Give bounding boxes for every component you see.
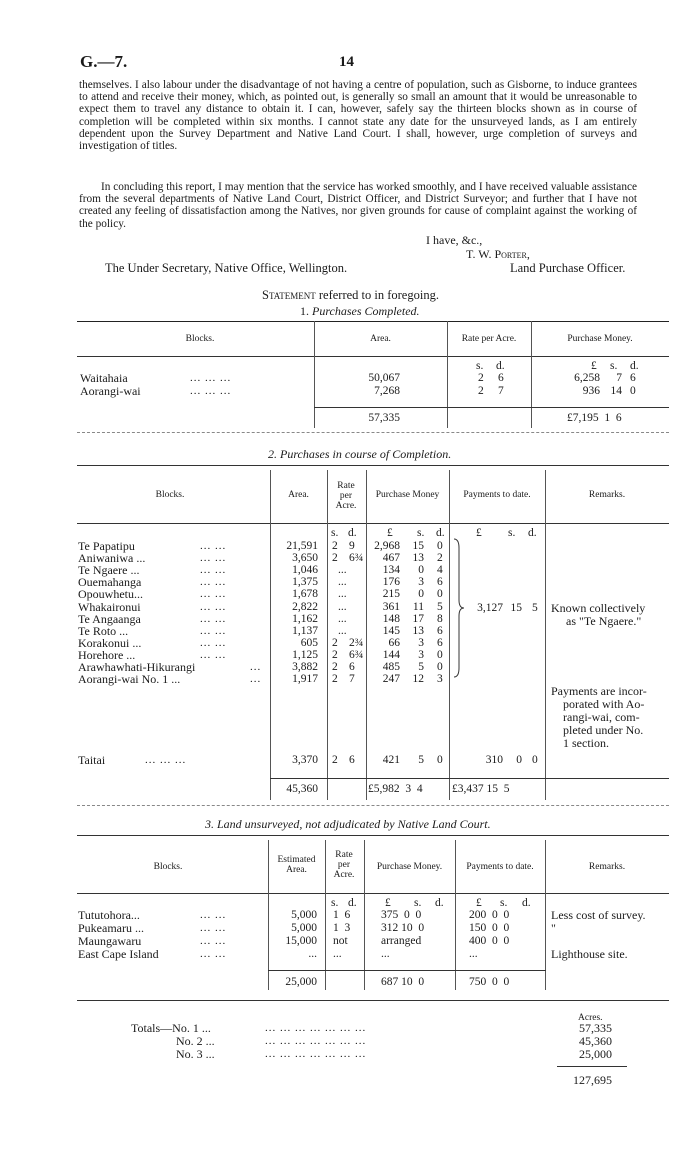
- table2-row-money-s: 3: [418, 648, 424, 661]
- table2-row-money-s: 0: [418, 564, 424, 577]
- table3-row-block: Maungawaru: [78, 934, 142, 948]
- table2-row-area: 3,650: [292, 552, 318, 565]
- table3-header-area: Estimated Area.: [277, 855, 316, 875]
- table2-row-rate: ...: [338, 588, 347, 601]
- table1-title-number: 1.: [300, 304, 309, 318]
- leader-dots: ... ...: [200, 922, 227, 934]
- leader-dots: ... ...: [200, 588, 227, 601]
- totals-row-value: 57,335: [579, 1021, 612, 1035]
- table2-row-money-pound: 361: [382, 600, 400, 613]
- table2-taitai-block: Taitai: [78, 753, 106, 767]
- signoff-addressee: The Under Secretary, Native Office, Wellington.: [105, 261, 348, 275]
- table3-row-area: ...: [308, 948, 317, 960]
- table2-group-payment-d: 5: [532, 602, 538, 614]
- table3-row-money: 375 0 0: [381, 909, 422, 921]
- table1-header-area: Area.: [370, 334, 391, 344]
- table2-header-payments: Payments to date.: [463, 490, 531, 500]
- table1-total-money: £7,195 1 6: [567, 412, 622, 424]
- table2-row-rate-s: 2: [332, 540, 338, 552]
- page-number: 14: [339, 54, 354, 70]
- table1-row-money-s: 14: [610, 385, 622, 397]
- table3-header-remarks: Remarks.: [588, 862, 626, 872]
- table2-taitai-pay-s: 0: [516, 754, 522, 766]
- paragraph-1: themselves. I also labour under the disadvantage of not having a centre of population, such as Gisborne, to induce grantees to attend and receive their money, which, as pointed out, is generally so small an amount that it would be unreasonable to expect them to travel any distance to obtain it. I can, however, safely say the thirteen blocks shown as in course of completion will be completed within six months. I cannot state any date for the unsurveyed lands, as I am entirely dependent upon the Survey Department and Native Land Court. I shall, however, urge completion of surveys and investigation of titles.: [79, 79, 637, 153]
- table2-taitai-rate-d: 6: [349, 754, 355, 766]
- table3-row-area: 15,000: [285, 935, 317, 947]
- totals-grand: 127,695: [573, 1073, 612, 1087]
- table2-row-area: 1,917: [292, 673, 318, 686]
- table1-row-area: 50,067: [368, 372, 400, 384]
- table3-row-money: arranged: [381, 935, 422, 947]
- leader-dots: ... ...: [200, 624, 227, 637]
- table2-row-money-pound: 176: [382, 576, 400, 589]
- table2-total-money: £5,982 3 4: [368, 783, 423, 795]
- table2-row-rate-d: 7: [349, 673, 355, 686]
- table3-header-blocks: Blocks.: [153, 862, 183, 872]
- leader-dots: ... ...: [200, 576, 227, 589]
- table2-row-rate: ...: [338, 624, 347, 637]
- leader-dots: ... ...: [200, 612, 227, 625]
- table3-title: 3. Land unsurveyed, not adjudicated by Native Land Court.: [205, 817, 491, 831]
- table2-unit-s: s.: [331, 527, 339, 539]
- table2-total-payments: £3,437 15 5: [452, 783, 510, 795]
- table2-row-area: 2,822: [292, 600, 318, 613]
- leader-dots: ... ...: [200, 540, 227, 552]
- leader-dots: ... ...: [200, 552, 227, 565]
- table2-row-money-pound: 467: [382, 552, 400, 565]
- table2-row-money-d: 0: [437, 648, 443, 661]
- table3-row-remark: ": [551, 921, 556, 935]
- table2-row-money-pound: 66: [388, 636, 400, 649]
- table2-row-area: 1,375: [292, 576, 318, 589]
- table3-row-block: East Cape Island: [78, 947, 159, 961]
- leader-dots: ... ... ... ... ... ... ...: [265, 1035, 367, 1047]
- table3-row-remark: Lighthouse site.: [551, 947, 628, 961]
- table1-unit-ms: s.: [610, 360, 618, 372]
- table3-unit-pd: d.: [522, 897, 531, 909]
- table2-row-block: Te Ngaere ...: [78, 563, 140, 578]
- table2-row-money-d: 4: [437, 564, 443, 577]
- table2-row-money-s: 12: [412, 673, 424, 686]
- leader-dots: ... ... ... ... ... ... ...: [265, 1048, 367, 1060]
- table2-row-money-d: 0: [437, 588, 443, 601]
- table2-row-block: Horehore ...: [78, 647, 136, 662]
- table3-unit-ps: s.: [500, 897, 508, 909]
- table3-row-rate: ...: [333, 948, 342, 960]
- page-reference: G.—7.: [80, 52, 128, 71]
- table2-row-money-s: 0: [418, 588, 424, 601]
- table1-row-money-d: 6: [630, 372, 636, 384]
- table2-row-money-d: 6: [437, 636, 443, 649]
- statement-rest: referred to in foregoing.: [318, 288, 439, 302]
- table2-remark-aorangi-2: porated with Ao-: [563, 697, 645, 711]
- table2-row-money-d: 0: [437, 540, 443, 552]
- table2-row-money-pound: 485: [382, 661, 400, 673]
- table1-row-block: Aorangi-wai: [80, 384, 141, 398]
- table2-row-block: Te Angaanga: [78, 611, 141, 626]
- table1-row-rate-d: 6: [498, 372, 504, 384]
- table2-taitai-money-d: 0: [437, 754, 443, 766]
- table2-taitai-money-s: 5: [418, 754, 424, 766]
- table2-row-area: 1,125: [292, 648, 318, 661]
- table3-total-area: 25,000: [285, 976, 317, 988]
- table2-row-money-d: 5: [437, 600, 443, 613]
- leader-dots: ...: [250, 661, 262, 673]
- leader-dots: ...: [250, 673, 262, 686]
- table2-row-block: Arawhawhati-Hikurangi: [78, 660, 196, 674]
- table1-unit-d: d.: [496, 360, 505, 372]
- leader-dots: ... ... ... ... ... ... ...: [265, 1022, 367, 1034]
- table3-row-remark: Less cost of survey.: [551, 908, 646, 922]
- table3-row-area: 5,000: [291, 922, 317, 934]
- table1-row-rate-s: 2: [478, 372, 484, 384]
- table2-row-rate-s: 2: [332, 673, 338, 686]
- table1-row-money-d: 0: [630, 385, 636, 397]
- table2-row-rate: ...: [338, 612, 347, 625]
- table2-row-block: Whakaironui: [78, 599, 141, 614]
- table2-row-block: Aorangi-wai No. 1 ...: [78, 672, 181, 687]
- totals-row-value: 25,000: [579, 1047, 612, 1061]
- table2-group-payment-s: 15: [510, 602, 522, 614]
- table3-row-money: 312 10 0: [381, 922, 425, 934]
- table2-remark-group-1: Known collectively: [551, 601, 646, 615]
- leader-dots: ... ...: [200, 636, 227, 649]
- table2-row-money-pound: 148: [382, 612, 400, 625]
- table1-row-money-s: 7: [616, 372, 622, 384]
- paragraph-2: In concluding this report, I may mention that the service has worked smoothly, and I have received valuable assistance from the several departments of Native Land Court, District Officer, and District Surveyor; and further that I have not created any feeling of dissatisfaction among the Natives, nor given grounds for cause of complaint against the working of the policy.: [79, 181, 637, 230]
- table1-total-area: 57,335: [368, 412, 400, 424]
- table2-header-rate: Rate per Acre.: [335, 481, 357, 511]
- table2-row-area: 1,137: [292, 624, 318, 637]
- table2-row-area: 3,882: [292, 661, 318, 673]
- table2-taitai-money-pound: 421: [382, 754, 400, 766]
- table2-row-block: Opouwhetu...: [78, 587, 143, 602]
- table2-row-rate-d: 6¾: [349, 648, 364, 661]
- table3-unit-pp: £: [476, 897, 482, 909]
- table3-row-rate: 1 3: [333, 922, 351, 934]
- table2-group-payment-pound: 3,127: [477, 602, 503, 614]
- table3-unit-ms: s.: [414, 897, 422, 909]
- table1-header-blocks: Blocks.: [185, 334, 215, 344]
- table2-title: 2. Purchases in course of Completion.: [268, 447, 452, 461]
- table3-row-payments: 200 0 0: [469, 909, 510, 921]
- table2-row-money-pound: 134: [382, 564, 400, 577]
- leader-dots: ... ...: [200, 648, 227, 661]
- table2-remark-group-2: as "Te Ngaere.": [566, 614, 642, 628]
- table2-taitai-pay-pound: 310: [485, 754, 503, 766]
- table3-row-block: Pukeamaru ...: [78, 921, 144, 935]
- table2-row-rate: ...: [338, 576, 347, 589]
- table3-row-payments: 150 0 0: [469, 922, 510, 934]
- table2-unit-md: d.: [436, 527, 445, 539]
- table3-row-rate: 1 6: [333, 909, 351, 921]
- table2-row-area: 1,678: [292, 588, 318, 601]
- leader-dots: ... ...: [200, 564, 227, 577]
- table2-row-rate-d: 9: [349, 540, 355, 552]
- table1-title: [300, 304, 420, 319]
- table2-row-money-s: 15: [412, 540, 424, 552]
- table3-row-payments: ...: [469, 948, 478, 960]
- table1-header-money: Purchase Money.: [567, 334, 633, 344]
- table2-total-area: 45,360: [286, 783, 318, 795]
- table3-row-area: 5,000: [291, 909, 317, 921]
- table2-row-money-s: 3: [418, 576, 424, 589]
- table2-row-block: Korakonui ...: [78, 635, 142, 650]
- leader-dots: ... ...: [200, 600, 227, 613]
- table2-unit-ms: s.: [417, 527, 425, 539]
- table3-unit-s: s.: [331, 897, 339, 909]
- leader-dots: ... ... ...: [190, 385, 232, 397]
- table2-row-rate: ...: [338, 564, 347, 577]
- table2-header-money: Purchase Money: [375, 490, 440, 500]
- table2-row-money-d: 8: [437, 612, 443, 625]
- table2-unit-pound: £: [387, 527, 393, 539]
- table2-remark-aorangi-4: pleted under No.: [563, 723, 644, 737]
- table1-header-rate: Rate per Acre.: [461, 334, 517, 344]
- table3-row-block: Tututohora...: [78, 908, 140, 922]
- table2-remark-aorangi-5: 1 section.: [563, 736, 609, 750]
- table2-row-money-pound: 145: [382, 624, 400, 637]
- totals-row-value: 45,360: [579, 1034, 612, 1048]
- table3-header-money: Purchase Money.: [376, 862, 443, 872]
- leader-dots: ... ...: [200, 948, 227, 960]
- leader-dots: ... ...: [200, 935, 227, 947]
- table3-header-payments: Payments to date.: [466, 862, 534, 872]
- totals-row-label: No. 3 ...: [176, 1047, 215, 1061]
- table3-row-money: ...: [381, 948, 390, 960]
- table2-row-rate-d: 6¾: [349, 552, 364, 565]
- table1-row-rate-s: 2: [478, 385, 484, 397]
- table2-row-block: Ouemahanga: [78, 575, 142, 590]
- signoff-name: T. W. Porter,: [466, 247, 530, 261]
- table3-total-payments: 750 0 0: [469, 976, 510, 988]
- table3-unit-md: d.: [435, 897, 444, 909]
- table2-header-remarks: Remarks.: [588, 490, 626, 500]
- signoff-closing: I have, &c.,: [426, 233, 483, 247]
- table2-row-money-pound: 247: [382, 673, 400, 686]
- totals-row-label: No. 2 ...: [176, 1034, 215, 1048]
- table3-unit-d: d.: [348, 897, 357, 909]
- table2-row-money-pound: 2,968: [374, 540, 400, 552]
- table2-row-rate-d: 6: [349, 661, 355, 673]
- table2-row-money-s: 13: [412, 552, 424, 565]
- table2-row-rate-s: 2: [332, 636, 338, 649]
- table2-row-money-pound: 215: [382, 588, 400, 601]
- table1-row-rate-d: 7: [498, 385, 504, 397]
- table2-row-block: Aniwaniwa ...: [78, 551, 146, 566]
- table2-header-area: Area.: [288, 490, 309, 500]
- brace-group: [452, 538, 466, 678]
- table3-unit-pound: £: [385, 897, 391, 909]
- table2-taitai-pay-d: 0: [532, 754, 538, 766]
- table2-row-money-s: 17: [412, 612, 424, 625]
- table2-row-money-pound: 144: [382, 648, 400, 661]
- statement-heading: [262, 288, 439, 303]
- table3-header-rate: Rate per Acre.: [333, 850, 355, 880]
- table2-row-money-d: 2: [437, 552, 443, 565]
- table1-row-area: 7,268: [374, 385, 400, 397]
- table2-row-money-s: 13: [412, 624, 424, 637]
- table2-row-money-d: 3: [437, 673, 443, 686]
- table2-row-block: Te Papatipu: [78, 539, 135, 553]
- table2-row-money-d: 6: [437, 576, 443, 589]
- leader-dots: ... ... ...: [145, 754, 187, 766]
- table1-title-text: Purchases Completed.: [312, 304, 420, 318]
- table1-unit-pound: £: [591, 360, 597, 372]
- table1-unit-md: d.: [630, 360, 639, 372]
- table2-remark-aorangi-1: Payments are incor-: [551, 684, 647, 698]
- table2-row-rate-s: 2: [332, 552, 338, 565]
- table2-row-rate-s: 2: [332, 648, 338, 661]
- table2-row-money-d: 6: [437, 624, 443, 637]
- table1-row-money-pound: 936: [582, 385, 600, 397]
- table3-row-rate: not: [333, 935, 348, 947]
- table2-row-area: 21,591: [286, 540, 318, 552]
- table2-taitai-rate-s: 2: [332, 754, 338, 766]
- table2-row-rate: ...: [338, 600, 347, 613]
- table2-header-blocks: Blocks.: [155, 490, 185, 500]
- table1-unit-s: s.: [476, 360, 484, 372]
- table1-row-block: Waitahaia: [80, 371, 128, 385]
- table2-row-money-d: 0: [437, 661, 443, 673]
- table2-row-money-s: 5: [418, 661, 424, 673]
- table2-unit-pd: d.: [528, 527, 537, 539]
- table2-row-area: 605: [300, 636, 318, 649]
- totals-acres-label: Acres.: [578, 1013, 603, 1023]
- table2-row-rate-s: 2: [332, 661, 338, 673]
- leader-dots: ... ...: [200, 909, 227, 921]
- table2-unit-pp: £: [476, 527, 482, 539]
- table3-total-money: 687 10 0: [381, 976, 425, 988]
- signoff-title: Land Purchase Officer.: [510, 261, 626, 275]
- table1-row-money-pound: 6,258: [574, 372, 600, 384]
- table2-unit-ps: s.: [508, 527, 516, 539]
- table2-row-area: 1,046: [292, 564, 318, 577]
- statement-word: Statement: [262, 288, 316, 302]
- leader-dots: ... ... ...: [190, 372, 232, 384]
- table2-unit-d: d.: [348, 527, 357, 539]
- table2-row-money-s: 3: [418, 636, 424, 649]
- table3-row-payments: 400 0 0: [469, 935, 510, 947]
- table2-row-money-s: 11: [412, 600, 424, 613]
- table2-row-rate-d: 2¾: [349, 636, 364, 649]
- totals-row-label: Totals—No. 1 ...: [131, 1021, 211, 1035]
- table2-row-block: Te Roto ...: [78, 623, 129, 638]
- table2-remark-aorangi-3: rangi-wai, com-: [563, 710, 640, 724]
- table2-row-area: 1,162: [292, 612, 318, 625]
- table2-taitai-area: 3,370: [292, 754, 318, 766]
